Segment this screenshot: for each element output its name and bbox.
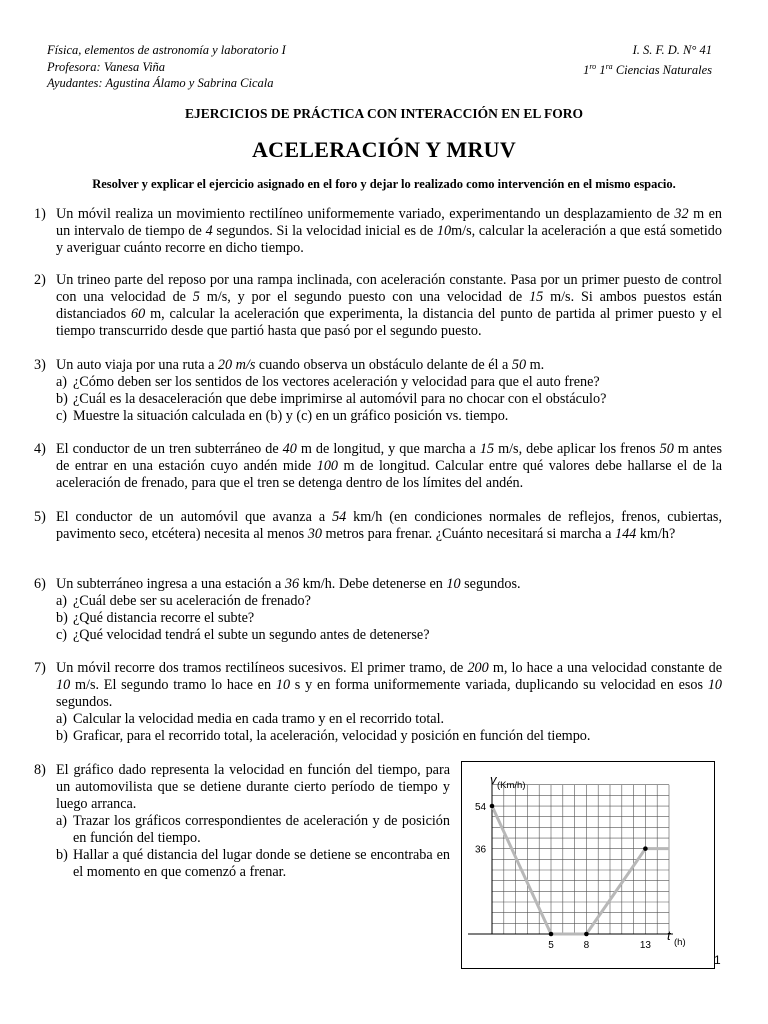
- x-axis-symbol: t: [667, 928, 671, 943]
- page-subtitle: EJERCICIOS DE PRÁCTICA CON INTERACCIÓN EN EL FORO: [185, 106, 583, 121]
- x-tick-label: 13: [639, 940, 651, 951]
- header-right: [583, 42, 712, 78]
- exercise-3-item-a: a) ¿Cómo deben ser los sentidos de los vectores aceleración y velocidad para que el auto frene?: [56, 374, 600, 390]
- teacher-name: Profesora: Vanesa Viña: [47, 59, 166, 74]
- exercise-6-item-c: c) ¿Qué velocidad tendrá el subte un segundo antes de detenerse?: [56, 627, 430, 643]
- x-tick-label: 5: [548, 940, 554, 951]
- page-number: 1: [714, 953, 721, 967]
- exercise-2: 2) Un trineo parte del reposo por una rampa inclinada, con aceleración constante. Pasa por un primer puesto de control con una velocidad de 5 m/s, y por el segundo puesto con una velocidad de 15 m/s. Si ambos puestos están distanciados 60 m, calcular la aceleración que experimenta, la distancia del punto de partida al primer puesto y el tiempo transcurrido desde que partió hasta que pasó por el segundo puesto.: [34, 272, 722, 339]
- chart-svg: [462, 762, 714, 968]
- data-point: [643, 846, 648, 851]
- exercise-1: 1) Un móvil realiza un movimiento rectilíneo uniformemente variado, experimentando un desplazamiento de 32 m en un intervalo de tiempo de 4 segundos. Si la velocidad inicial es de 10m/s, calcular la aceleración a que está sometido y averiguar cuánto recorre en dicho tiempo.: [34, 206, 722, 256]
- y-tick-label: 54: [475, 802, 487, 814]
- course-name: Física, elementos de astronomía y laboratorio I: [47, 43, 286, 57]
- exercise-7-item-a: a) Calcular la velocidad media en cada tramo y en el recorrido total.: [56, 711, 445, 727]
- exercise-4: 4) El conductor de un tren subterráneo de 40 m de longitud, y que marcha a 15 m/s, debe aplicar los frenos 50 m antes de entrar en una estación cuyo andén mide 100 m de longitud. Calcular entre qué valores debe hallarse el de la aceleración de frenado, para que el tren se detenga dentro de los límites del andén.: [34, 441, 723, 491]
- x-tick-label: 8: [583, 940, 590, 951]
- page-title: ACELERACIÓN Y MRUV: [251, 137, 517, 162]
- exercise-8: 8) El gráfico dado representa la velocidad en función del tiempo, para un automovilista que se detiene durante cierto período de tiempo y luego arranca. a) Trazar los gráficos correspondientes de aceleración y de posición en función del tiempo. b) Hallar a qué distancia del lugar donde se detiene se encontraba en el momento en que comenzó a frenar.: [34, 762, 450, 880]
- exercise-6-item-a: a) ¿Cuál debe ser su aceleración de frenado?: [56, 593, 311, 609]
- y-axis-unit: (Km/h): [497, 780, 526, 791]
- exercise-3-item-b: b) ¿Cuál es la desaceleración que debe imprimirse al automóvil para no chocar con el obstáculo?: [56, 391, 607, 407]
- data-point: [584, 932, 589, 937]
- assistants-names: Ayudantes: Agustina Álamo y Sabrina Cicala: [47, 76, 274, 90]
- exercise-7: 7) Un móvil recorre dos tramos rectilíneos sucesivos. El primer tramo, de 200 m, lo hace a una velocidad constante de 10 m/s. El segundo tramo lo hace en 10 s y en forma uniformemente variada, duplicando su velocidad en esos 10 segundos. a) Calcular la velocidad media en cada tramo y en el recorrido total. b) Graficar, para el recorrido total, la aceleración, velocidad y posición en función del tiempo.: [34, 660, 722, 744]
- header-left: [47, 42, 286, 92]
- velocity-time-chart: [461, 761, 715, 969]
- instructions: Resolver y explicar el ejercicio asignado en el foro y dejar lo realizado como intervención en el mismo espacio.: [92, 177, 676, 191]
- data-point: [490, 804, 495, 809]
- exercise-8-item-b: b) Hallar a qué distancia del lugar donde se detiene se encontraba en el momento en que comenzó a frenar.: [56, 847, 450, 880]
- course-year: $1^{ro}$ $1^{ra}$ Ciencias Naturales: [583, 61, 712, 77]
- exercise-5: 5) El conductor de un automóvil que avanza a 54 km/h (en condiciones normales de reflejos, frenos, cubiertas, pavimento seco, etcétera) necesita al menos 30 metros para frenar. ¿Cuánto necesitará si marcha a 144 km/h?: [34, 509, 722, 542]
- exercise-3: 3) Un auto viaja por una ruta a 20 m/s cuando observa un obstáculo delante de él a 50 m. a) ¿Cómo deben ser los sentidos de los vectores aceleración y velocidad para que el auto frene? b) ¿Cuál es la desaceleración que debe imprimirse al automóvil para no chocar con el obstáculo? c) Muestre la situación calculada en (b) y (c) en un gráfico posición vs. tiempo.: [34, 357, 722, 425]
- exercise-6-item-b: b) ¿Qué distancia recorre el subte?: [56, 610, 255, 626]
- exercise-8-item-a: a) Trazar los gráficos correspondientes de aceleración y de posición en función del tiempo.: [56, 813, 450, 846]
- exercise-3-item-c: c) Muestre la situación calculada en (b) y (c) en un gráfico posición vs. tiempo.: [56, 408, 509, 424]
- x-axis-unit: (h): [674, 937, 686, 948]
- data-point: [549, 932, 554, 937]
- institute-name: I. S. F. D. N° 41: [632, 43, 712, 57]
- y-tick-label: 36: [475, 844, 487, 856]
- exercise-7-item-b: b) Graficar, para el recorrido total, la aceleración, velocidad y posición en función del tiempo.: [56, 728, 591, 744]
- exercise-6: 6) Un subterráneo ingresa a una estación a 36 km/h. Debe detenerse en 10 segundos. a) ¿Cuál debe ser su aceleración de frenado? b) ¿Qué distancia recorre el subte? c) ¿Qué velocidad tendrá el subte un segundo antes de detenerse?: [34, 576, 722, 644]
- y-axis-symbol: v: [490, 772, 497, 787]
